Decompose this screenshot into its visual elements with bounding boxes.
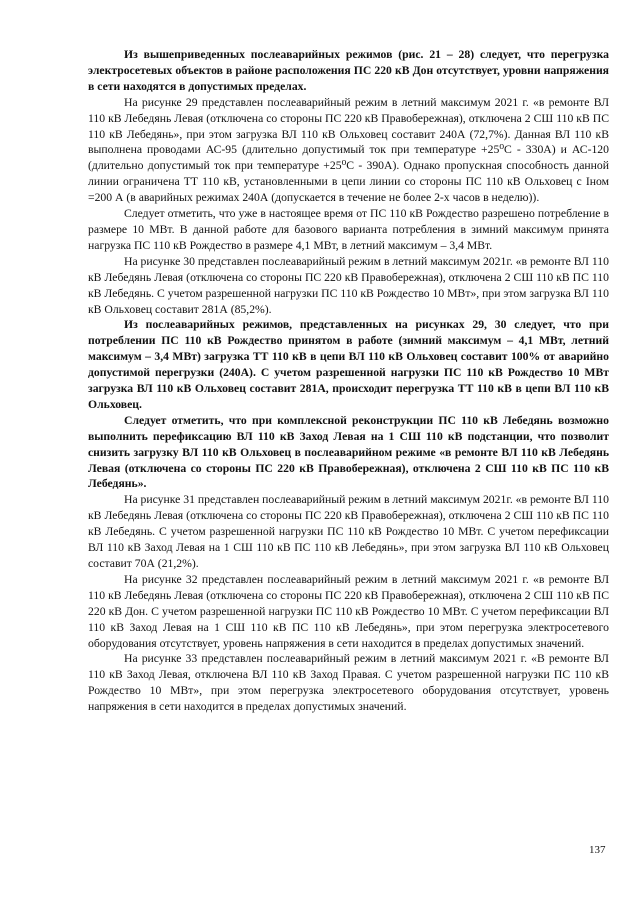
paragraph-figure-31: На рисунке 31 представлен послеаварийный режим в летний максимум 2021г. «в ремонте ВЛ 110 кВ Лебедянь Левая (отключена со стороны ПС 220 кВ Правобережная), отключена 2 СШ 110 кВ ПС 110 кВ Лебедянь. С учетом разрешенной нагрузки ПС 110 кВ Рождество 10 МВт. С учетом перефиксации ВЛ 110 кВ Заход Левая на 1 СШ 110 кВ ПС 110 кВ Лебедянь», при этом загрузка ВЛ 110 кВ Ольховец составит 70А (21,2%). <box>88 493 609 570</box>
paragraph-conclusion-figs-21-28: Из вышеприведенных послеаварийных режимов (рис. 21 – 28) следует, что перегрузка электросетевых объектов в районе расположения ПС 220 кВ Дон отсутствует, уровни напряжения в сети находятся в допустимых пределах. <box>88 48 609 93</box>
paragraph-rozhdestvo-load-note: Следует отметить, что уже в настоящее время от ПС 110 кВ Рождество разрешено потребление в размере 10 МВт. В данной работе для базового варианта потребления в зимний максимум принята нагрузка ПС 110 кВ Рождество в размере 4,1 МВт, в летний максимум – 3,4 МВт. <box>88 207 609 252</box>
body-text <box>88 47 609 715</box>
paragraph-figure-29: На рисунке 29 представлен послеаварийный режим в летний максимум 2021 г. «в ремонте ВЛ 110 кВ Лебедянь Левая (отключена со стороны ПС 220 кВ Правобережная), отключена 2 СШ 110 кВ ПС 110 кВ Лебедянь», при этом загрузка ВЛ 110 кВ Ольховец составит 240А (72,7%). Данная ВЛ 110 кВ выполнена проводами АС-95 (длительно допустимый ток при температуре +25⁰С - 330А) и АС-120 (длительно допустимый ток при температуре +25⁰С - 390А). Однако пропускная способность данной линии ограничена ТТ 110 кВ, установленными в цепи линии со стороны ПС 110 кВ Ольховец с Iном =200 А (в аварийных режимах 240А (допускается в течение не более 2-х часов в неделю)). <box>88 95 609 205</box>
paragraph-conclusion-figs-29-30: Из послеаварийных режимов, представленных на рисунках 29, 30 следует, что при потреблении ПС 110 кВ Рождество принятом в работе (зимний максимум – 4,1 МВт, летний максимум – 3,4 МВт) загрузка ТТ 110 кВ в цепи ВЛ 110 кВ Ольховец составит 100% от аварийно допустимой перегрузки (240А). С учетом разрешенной нагрузки ПС 110 кВ Рождество 10 МВт загрузка ВЛ 110 кВ Ольховец составит 281А, происходит перегрузка ТТ 110 кВ в цепи ВЛ 110 кВ Ольховец. <box>88 318 609 411</box>
paragraph-figure-30: На рисунке 30 представлен послеаварийный режим в летний максимум 2021г. «в ремонте ВЛ 110 кВ Лебедянь Левая (отключена со стороны ПС 220 кВ Правобережная), отключена 2 СШ 110 кВ ПС 110 кВ Лебедянь. С учетом разрешенной нагрузки ПС 110 кВ Рождество 10 МВт», при этом загрузка ВЛ 110 кВ Ольховец составит 281А (85,2%). <box>88 254 609 316</box>
paragraph-figure-32: На рисунке 32 представлен послеаварийный режим в летний максимум 2021 г. «в ремонте ВЛ 110 кВ Лебедянь Левая (отключена со стороны ПС 220 кВ Правобережная), отключена 2 СШ 110 кВ ПС 220 кВ Дон. С учетом разрешенной нагрузки ПС 110 кВ Рождество 10 МВт. С учетом перефиксации ВЛ 110 кВ Заход Левая на 1 СШ 110 кВ ПС 110 кВ Лебедянь», при этом перегрузка электросетевого оборудования отсутствует, уровень напряжения в сети находится в пределах допустимых значений. <box>88 572 609 650</box>
page-number: 137 <box>589 844 606 856</box>
paragraph-figure-33: На рисунке 33 представлен послеаварийный режим в летний максимум 2021 г. «В ремонте ВЛ 110 кВ Заход Левая, отключена ВЛ 110 кВ Заход Правая. С учетом разрешенной нагрузки ПС 110 кВ Рождество 10 МВт», при этом перегрузка электросетевого оборудования отсутствует, уровень напряжения в сети находится в пределах допустимых значений. <box>88 652 609 714</box>
paragraph-reconstruction-note: Следует отметить, что при комплексной реконструкции ПС 110 кВ Лебедянь возможно выполнить перефиксацию ВЛ 110 кВ Заход Левая на 1 СШ 110 кВ подстанции, что позволит снизить загрузку ВЛ 110 кВ Ольховец в послеаварийном режиме «в ремонте ВЛ 110 кВ Лебедянь Левая (отключена со стороны ПС 220 кВ Правобережная), отключена 2 СШ 110 кВ ПС 110 кВ Лебедянь». <box>88 413 609 491</box>
